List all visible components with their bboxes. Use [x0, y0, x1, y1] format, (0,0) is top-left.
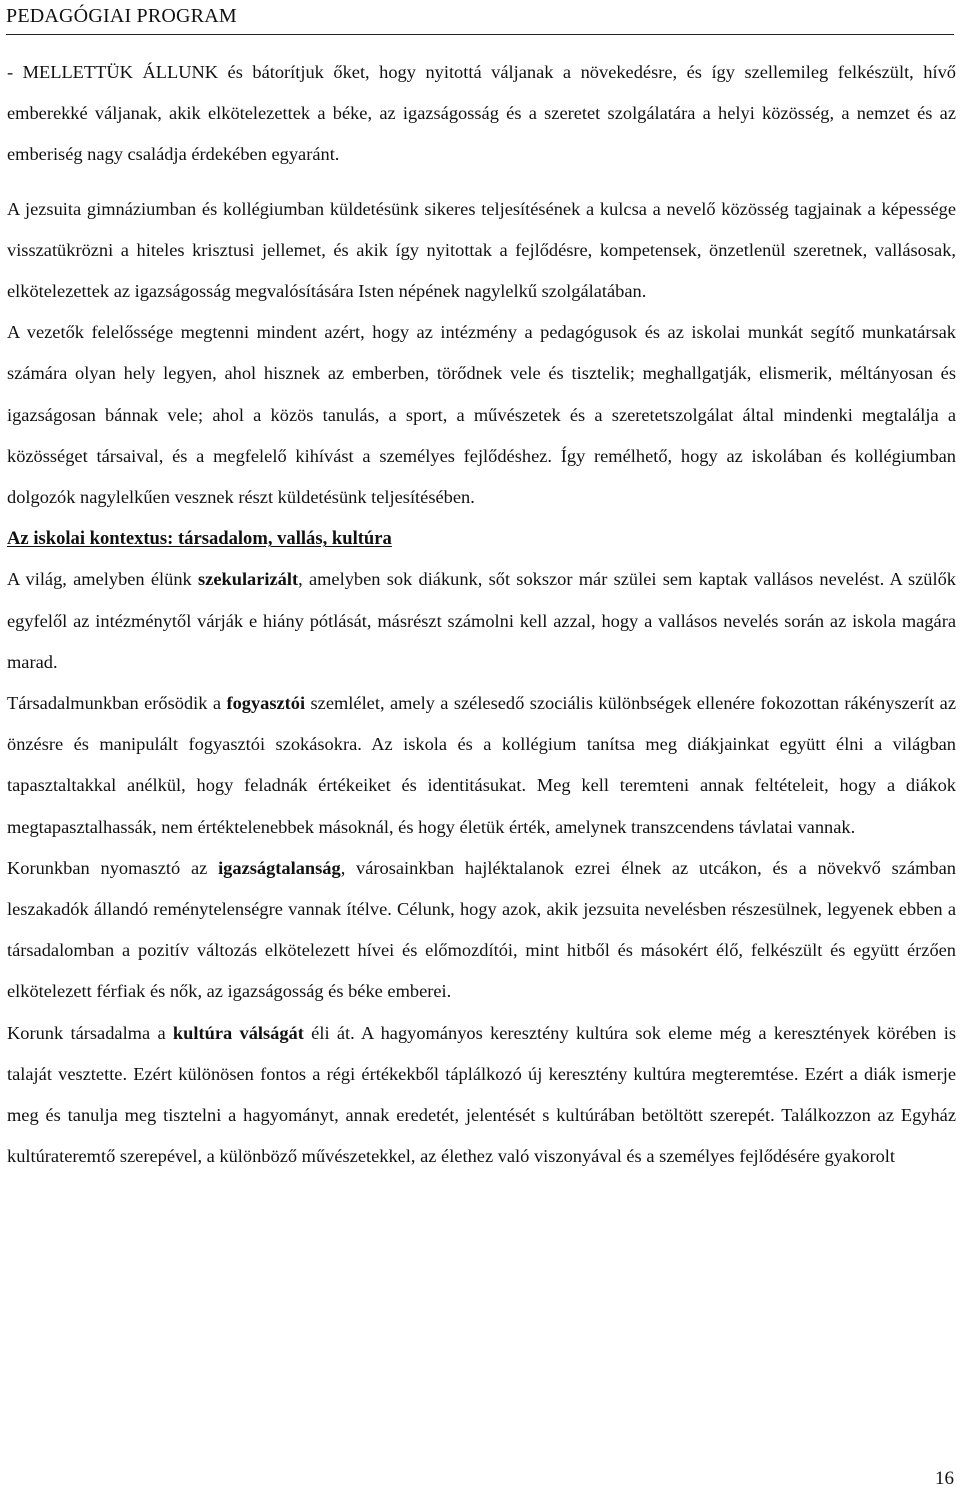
paragraph-vezetok: A vezetők felelőssége megtenni mindent azért, hogy az intézmény a pedagógusok és az iskolai munkát segítő munkatársak számára olyan hely legyen, ahol hisznek az emberben, törődnek vele és tisztelik; meghallgatják, elismerik, méltányosan és igazságosan bánnak vele; ahol a közös tanulás, a sport, a művészetek és a szeretetszolgálat által mindenki megtalálja a közösséget társaival, és a megfelelő kihívást a személyes fejlődéshez. Így remélhető, hogy az iskolában és kollégiumban dolgozók nagylelkűen vesznek részt küldetésünk teljesítésében.: [7, 322, 956, 508]
paragraph-text: Korunkban nyomasztó az: [7, 857, 219, 878]
page-body: [7, 52, 956, 1177]
paragraph-text: szemlélet, amely a szélesedő szociális különbségek ellenére fokozottan rákényszerít az önzésre és manipulált fogyasztói szokásokra. Az iskola és a kollégium tanítsa meg diákjainkat együtt élni a világban tapasztaltakkal anélkül, hogy feladnák értékeiket és identitásukat. Meg kell teremteni annak feltételeit, hogy a diákok megtapasztalhassák, nem értéktelenebbek másoknál, és hogy életük érték, amelynek transzcendens távlatai vannak.: [7, 693, 956, 837]
document-title: PEDAGÓGIAI PROGRAM: [6, 5, 237, 27]
paragraph-text: A világ, amelyben élünk: [7, 569, 198, 590]
section-heading: [7, 518, 956, 559]
emphasis-szekularizalt: szekularizált: [198, 569, 299, 590]
paragraph-text: Korunk társadalma a: [7, 1022, 173, 1043]
section-heading-text: Az iskolai kontextus: társadalom, vallás, kultúra: [7, 528, 392, 550]
paragraph-szekularizalt: [7, 559, 956, 683]
emphasis-igazsagtalansag: igazságtalanság: [218, 857, 341, 878]
emphasis-fogyasztoi: fogyasztói: [226, 693, 306, 714]
paragraph-text: Társadalmunkban erősödik a: [7, 693, 227, 714]
paragraph-mellettuk: - MELLETTÜK ÁLLUNK és bátorítjuk őket, hogy nyitottá váljanak a növekedésre, és így szellemileg felkészült, hívő emberekké váljanak, akik elkötelezettek a béke, az igazságosság és a szeretet szolgálatára a helyi közösség, a nemzet és az emberiség nagy családja érdekében egyaránt.: [7, 62, 956, 165]
paragraph-text: éli át. A hagyományos keresztény kultúra sok eleme még a keresztények körében is talaját vesztette. Ezért különösen fontos a régi értékekből táplálkozó új keresztény kultúra megteremtése. Ezért a diák ismerje meg és tanulja meg tisztelni a hagyományt, annak eredetét, jelentését s kultúrában betöltött szerepét. Találkozzon az Egyház kultúrateremtő szerepével, a különböző művészetekkel, az élethez való viszonyával és a személyes fejlődésére gyakorolt: [7, 1022, 956, 1167]
page-number: 16: [935, 1468, 954, 1489]
paragraph-kuldetes: A jezsuita gimnáziumban és kollégiumban küldetésünk sikeres teljesítésének a kulcsa a nevelő közösség tagjainak a képessége visszatükrözni a hiteles krisztusi jellemet, és akik így nyitottak a fejlődésre, kompetensek, önzetlenül szeretnek, vallásosak, elkötelezettek az igazságosság megvalósítására Isten népének nagylelkű szolgálatában.: [7, 198, 956, 302]
page-header: [6, 4, 954, 35]
emphasis-kultura-valsaga: kultúra válságát: [172, 1022, 304, 1043]
paragraph-kultura: [7, 1013, 956, 1178]
paragraph-fogyasztoi: [7, 683, 956, 848]
paragraph-text: , városainkban hajléktalanok ezrei élnek az utcákon, és a növekvő számban leszakadók állandó reménytelenségre vannak ítélve. Célunk, hogy azok, akik jezsuita nevelésben részesülnek, legyenek ebben a társadalomban a pozitív változás elkötelezett hívei és előmozdítói, mint hitből és másokért élő, felkészült és együtt érzően elkötelezett férfiak és nők, az igazságosság és béke emberei.: [7, 857, 956, 1002]
paragraph-igazsagtalansag: [7, 848, 956, 1013]
paragraph-text: , amelyben sok diákunk, sőt sokszor már szülei sem kaptak vallásos nevelést. A szülők egyfelől az intézménytől várják e hiány pótlását, másrészt számolni kell azzal, hogy a vallásos nevelés során az iskola magára marad.: [7, 569, 957, 672]
